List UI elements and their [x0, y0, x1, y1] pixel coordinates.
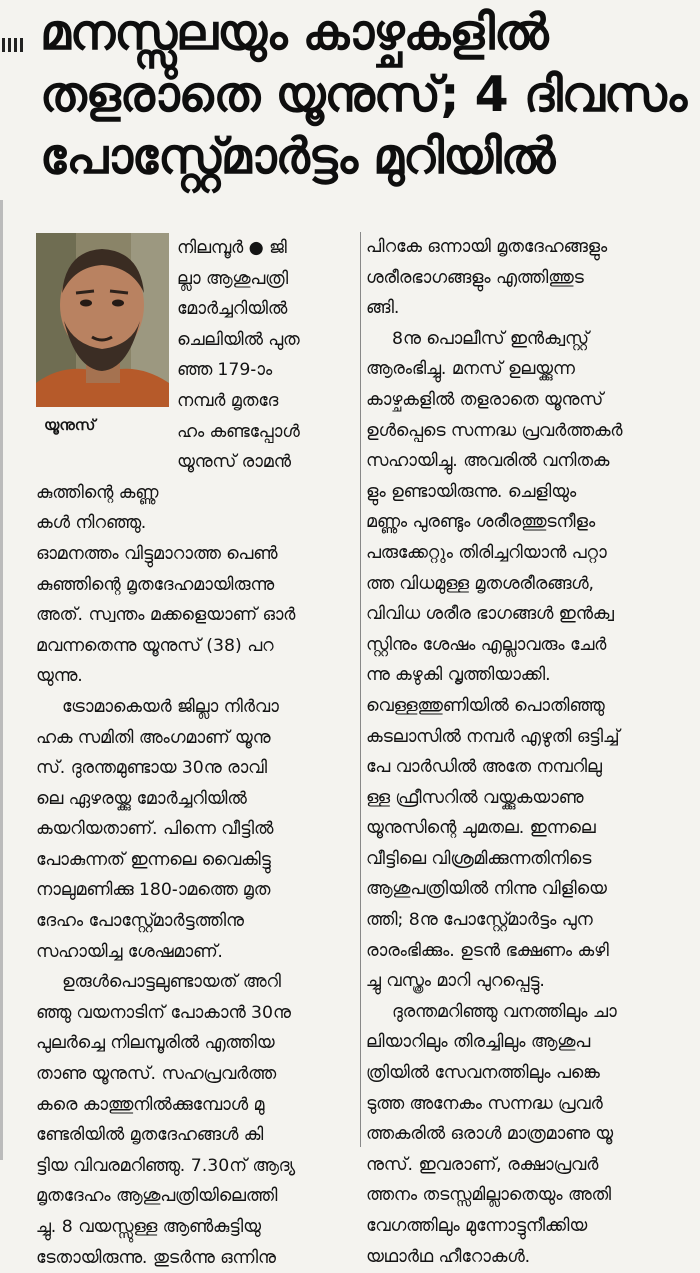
text-line: പോകുന്നത് ഇന്നലെ വൈകിട്ടു: [36, 849, 271, 870]
text-line: സഹായിച്ച ശേഷമാണ്.: [36, 941, 223, 962]
text-line: കൾ നിറഞ്ഞു.: [36, 513, 147, 534]
text-line: ത്തി; 8നു പോസ്റ്റ്മോർട്ടം പുന: [366, 910, 593, 931]
text-line: വിവിധ ശരീര ഭാഗങ്ങൾ ഇൻക്വ: [366, 604, 614, 625]
text-line: യുന്നു.: [36, 666, 83, 687]
headline: [40, 2, 698, 188]
text-line: ലിയാറിലും തിരച്ചിലും ആശുപ: [366, 1032, 590, 1053]
text-line: 8നു പൊലീസ് ഇൻക്വസ്റ്റ്: [392, 328, 589, 349]
text-line: ച്ചു. 8 വയസ്സുള്ള ആൺകുട്ടിയു: [36, 1217, 261, 1237]
portrait-photo: [36, 233, 169, 407]
left-column: [36, 233, 356, 1273]
page-left-rule: [0, 200, 3, 1160]
text-line: മോർച്ചറിയിൽ: [177, 299, 288, 320]
text-line: ഉരുൾപൊട്ടലുണ്ടായത് അറി: [62, 972, 281, 993]
text-line: യഥാർഥ ഹീറോകൾ.: [366, 1246, 531, 1267]
text-line: ങ്ങി.: [366, 298, 400, 319]
text-line: ആരംഭിച്ചു. മനസ് ഉലയ്ക്കുന്ന: [366, 359, 575, 380]
text-line: ലെ ഏഴരയ്ക്കു മോർച്ചറിയിൽ: [36, 788, 247, 809]
text-line: ത്ത വിധമുള്ള മൃതശരീരങ്ങൾ,: [366, 573, 595, 594]
text-line: ച്ചു വസ്ത്രം മാറി പുറപ്പെട്ടു.: [366, 971, 545, 992]
text-line: ടേതായിരുന്നു. തുടർന്നു ഒന്നിനു: [36, 1247, 276, 1268]
text-line: താണു യൂനുസ്. സഹപ്രവർത്ത: [36, 1064, 276, 1085]
text-line: യൂനുസിന്റെ ചുമതല. ഇന്നലെ: [366, 818, 596, 839]
text-line: മണ്ണും പുരണ്ടും ശരീരത്തുടനീളം: [366, 512, 596, 533]
text-line: ന്നു കഴുകി വൃത്തിയാക്കി.: [366, 665, 551, 686]
text-line: ള്ള ഫ്രീസറിൽ വയ്ക്കുകയാണു: [366, 787, 584, 808]
text-line: ഹം കണ്ടപ്പോൾ: [177, 421, 300, 442]
text-line: ചെലിയിൽ പുത: [177, 329, 300, 350]
text-line: ട്ടിയ വിവരമറിഞ്ഞു. 7.30ന് ആദ്യ: [36, 1155, 296, 1176]
text-line: ളും ഉണ്ടായിരുന്നു. ചെളിയും: [366, 481, 577, 502]
text-line: ദുരന്തമറിഞ്ഞു വനത്തിലും ചാ: [392, 1001, 617, 1022]
text-line: സഹായിച്ചു. അവരിൽ വനിതക: [366, 451, 610, 472]
text-line: ല്ലാ ആശുപത്രി: [177, 268, 289, 289]
text-line: പരുക്കേറ്റും തിരിച്ചറിയാൻ പറ്റാ: [366, 542, 607, 563]
text-line: മൃതദേഹം ആശുപത്രിയിലെത്തി: [36, 1186, 278, 1207]
text-line: പുലർച്ചെ നിലമ്പൂരിൽ എത്തിയ: [36, 1033, 275, 1054]
text-line: രാരംഭിക്കും. ഉടൻ ഭക്ഷണം കഴി: [366, 940, 609, 961]
text-line: കുത്തിന്റെ കണ്ണു: [36, 482, 159, 503]
text-line: കുഞ്ഞിന്റെ മൃതദേഹമായിരുന്നു: [36, 574, 274, 595]
page-edge-marks: [2, 38, 30, 52]
photo-caption: യൂനുസ്: [44, 416, 96, 434]
headline-line-2: തളരാതെ യൂനുസ്; 4 ദിവസം: [40, 66, 687, 123]
headline-line-3: പോസ്റ്റ്മോർട്ടം മുറിയിൽ: [40, 128, 555, 185]
text-line: ഞ്ഞ 179-ാം: [177, 360, 273, 381]
text-line: വേഗത്തിലും മുന്നോട്ടുനീക്കിയ: [366, 1216, 588, 1236]
text-line: ത്തനം തടസ്സമില്ലാതെയും അതി: [366, 1185, 612, 1206]
text-line: കാഴ്ചകളിൽ തളരാതെ യൂനുസ്: [366, 389, 604, 410]
text-line: കരെ കാത്തുനിൽക്കുമ്പോൾ മു: [36, 1094, 265, 1115]
text-line: ത്തകരിൽ ഒരാൾ മാത്രമാണു യൂ: [366, 1124, 613, 1145]
text-line: ദേഹം പോസ്റ്റ്മോർട്ടത്തിനു: [36, 911, 244, 932]
text-line: നിലമ്പൂർ ● ജി: [177, 238, 287, 258]
text-line: ഹക സമിതി അംഗമാണ് യൂനു: [36, 727, 271, 748]
text-line: മവന്നതെന്നു യൂനുസ് (38) പറ: [36, 635, 274, 656]
text-line: നമ്പർ മൃതദേ: [177, 390, 279, 411]
text-line: ഉൾപ്പെടെ സന്നദ്ധ പ്രവർത്തകർ: [366, 420, 623, 441]
text-line: ട്രോമാകെയർ ജില്ലാ നിർവാ: [62, 696, 279, 717]
text-line: ണ്ടേരിയിൽ മൃതദേഹങ്ങൾ കി: [36, 1125, 264, 1146]
text-line: വെള്ളത്തുണിയിൽ പൊതിഞ്ഞു: [366, 695, 605, 716]
text-line: ത്രിയിൽ സേവനത്തിലും പങ്കെ: [366, 1063, 600, 1084]
text-line: നുസ്. ഇവരാണ്, രക്ഷാപ്രവർ: [366, 1154, 599, 1175]
photo-block: [36, 233, 173, 449]
text-line: വീട്ടിലെ വിശ്രമിക്കുന്നതിനിടെ: [366, 848, 592, 869]
text-line: പേ വാർഡിൽ അതേ നമ്പറിലു: [366, 757, 602, 778]
text-line: യൂനുസ് രാമൻ: [177, 452, 291, 473]
text-line: നാലുമണിക്കു 180-ാമത്തെ മൃത: [36, 880, 271, 901]
text-line: കയറിയതാണ്. പിന്നെ വീട്ടിൽ: [36, 819, 274, 840]
headline-line-1: മനസ്സുലയും കാഴ്ചകളിൽ: [40, 4, 548, 61]
text-line: പിറകേ ഒന്നായി മൃതദേഹങ്ങളും: [366, 237, 608, 257]
text-line: ആശുപത്രിയിൽ നിന്നു വിളിയെ: [366, 879, 607, 900]
text-line: ഞ്ഞു വയനാടിന് പോകാൻ 30നു: [36, 1002, 291, 1023]
text-line: ടുത്ത അനേകം സന്നദ്ധ പ്രവർ: [366, 1093, 603, 1114]
text-line: കടലാസിൽ നമ്പർ എഴുതി ഒട്ടിച്ച്: [366, 726, 620, 747]
text-line: സ്. ദുരന്തമുണ്ടായ 30നു രാവി: [36, 758, 268, 779]
text-line: സ്റ്റിനും ശേഷം എല്ലാവരും ചേർ: [366, 634, 607, 655]
text-line: ഓമനത്തം വിട്ടുമാറാത്ത പെൺ: [36, 543, 278, 564]
column-divider: [360, 232, 361, 1147]
right-column: [366, 232, 698, 1272]
text-line: ശരീരഭാഗങ്ങളും എത്തിത്തുട: [366, 267, 584, 288]
text-line: അത്. സ്വന്തം മക്കളെയാണ് ഓർ: [36, 605, 296, 626]
